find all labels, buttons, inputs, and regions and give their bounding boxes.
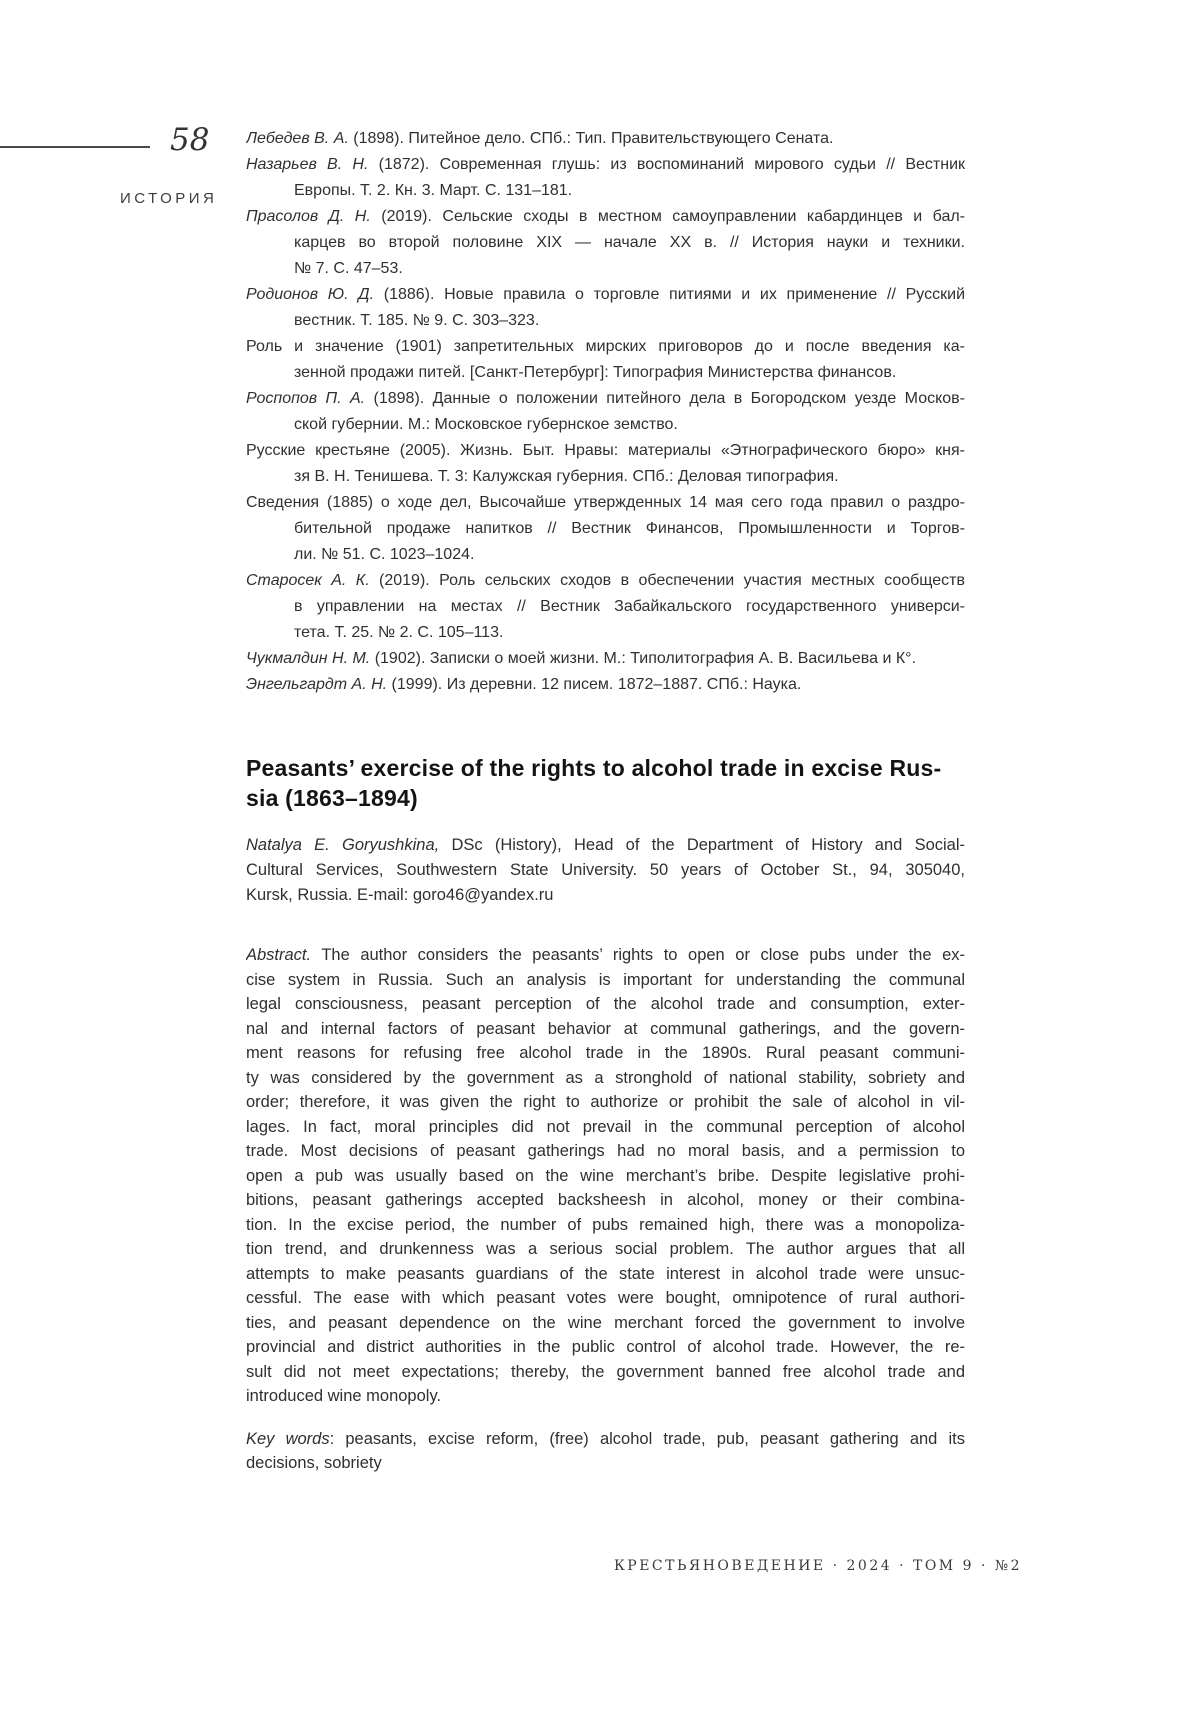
reference-author: Энгельгардт А. Н. <box>246 676 388 693</box>
reference-line: бительной продаже напитков // Вестник Финансов, Промышленности и Торгов- <box>294 520 965 537</box>
reference-line <box>246 672 965 698</box>
article-title <box>246 753 965 813</box>
keywords-label: Key words <box>246 1429 330 1448</box>
main-column <box>246 126 965 1476</box>
author-line: Kursk, Russia. E-mail: goro46@yandex.ru <box>246 886 554 904</box>
reference-line: Европы. Т. 2. Кн. 3. Март. С. 131–181. <box>294 182 573 199</box>
reference-author: Лебедев В. А. <box>246 130 349 147</box>
abstract-line: ty was considered by the government as a stronghold of national stability, sobriety and <box>246 1068 965 1087</box>
journal-footer: КРЕСТЬЯНОВЕДЕНИЕ · 2024 · ТОМ 9 · №2 <box>613 1558 1022 1574</box>
reference-item <box>246 126 965 152</box>
reference-item <box>246 438 965 490</box>
reference-author: Роспопов П. А. <box>246 390 366 407</box>
reference-line <box>246 438 965 464</box>
reference-author: Прасолов Д. Н. <box>246 208 371 225</box>
abstract-line: lages. In fact, moral principles did not prevail in the communal perception of alcohol <box>246 1117 965 1136</box>
reference-line <box>246 490 965 516</box>
reference-author: Чукмалдин Н. М. <box>246 650 371 667</box>
abstract-line: legal consciousness, peasant perception of the alcohol trade and consumption, exter- <box>246 995 965 1013</box>
abstract-line: attempts to make peasants guardians of the state interest in alcohol trade were unsuc- <box>246 1264 965 1283</box>
abstract-line <box>246 943 965 968</box>
abstract-line: cise system in Russia. Such an analysis is important for understanding the communal <box>246 970 965 989</box>
keywords-line: decisions, sobriety <box>246 1454 382 1472</box>
article-title-line: Peasants’ exercise of the rights to alcohol trade in excise Rus- <box>246 755 942 781</box>
reference-item <box>246 334 965 386</box>
abstract-line: ment reasons for refusing free alcohol trade in the 1890s. Rural peasant communi- <box>246 1044 965 1062</box>
reference-text: Роль и значение (1901) запретительных мирских приговоров до и после введения ка- <box>246 338 965 355</box>
abstract-line: sult did not meet expectations; thereby, the government banned free alcohol trade and <box>246 1362 965 1381</box>
margin-rule <box>0 146 150 148</box>
reference-line <box>246 282 965 308</box>
abstract-line: bitions, peasant gatherings accepted backsheesh in alcohol, money or their combina- <box>246 1191 965 1209</box>
reference-item <box>246 490 965 568</box>
reference-text: (1872). Современная глушь: из воспоминаний мирового судьи // Вестник <box>368 156 965 173</box>
author-line: Cultural Services, Southwestern State University. 50 years of October St., 94, 305040, <box>246 861 965 879</box>
reference-line: тета. Т. 25. № 2. С. 105–113. <box>294 624 504 641</box>
abstract-line: cessful. The ease with which peasant votes were bought, omnipotence of rural authori- <box>246 1289 965 1307</box>
reference-text: (1886). Новые правила о торговле питиями и их применение // Русский <box>374 286 965 303</box>
reference-text: Сведения (1885) о ходе дел, Высочайше утвержденных 14 мая сего года правил о раздро- <box>246 494 965 511</box>
keywords <box>246 1427 965 1476</box>
author-affiliation <box>246 833 965 908</box>
abstract-text: The author considers the peasants’ rights to open or close pubs under the ex- <box>311 946 965 964</box>
abstract-line: tion trend, and drunkenness was a serious social problem. The author argues that all <box>246 1240 965 1258</box>
reference-line: в управлении на местах // Вестник Забайкальского государственного универси- <box>294 598 965 615</box>
reference-line: зенной продажи питей. [Санкт-Петербург]: Типография Министерства финансов. <box>294 364 897 381</box>
abstract <box>246 943 965 1409</box>
reference-text: (1898). Данные о положении питейного дела в Богородском уезде Москов- <box>365 390 965 407</box>
references-list <box>246 126 965 698</box>
reference-line <box>246 204 965 230</box>
abstract-line: ties, and peasant dependence on the wine merchant forced the government to involve <box>246 1313 965 1332</box>
reference-item <box>246 568 965 646</box>
reference-item <box>246 646 965 672</box>
reference-line: зя В. Н. Тенишева. Т. 3: Калужская губерния. СПб.: Деловая типография. <box>294 468 839 485</box>
reference-author: Старосек А. К. <box>246 572 370 589</box>
keywords-text: : peasants, excise reform, (free) alcohol trade, pub, peasant gathering and its <box>329 1429 965 1448</box>
keywords-line <box>246 1427 965 1452</box>
reference-text: Русские крестьяне (2005). Жизнь. Быт. Нравы: материалы «Этнографического бюро» кня- <box>246 442 965 459</box>
reference-author: Назарьев В. Н. <box>246 156 369 173</box>
reference-line <box>246 152 965 178</box>
reference-item <box>246 672 965 698</box>
section-label: ИСТОРИЯ <box>120 190 218 207</box>
author-info: DSc (History), Head of the Department of History and Social- <box>439 836 965 854</box>
reference-line <box>246 386 965 412</box>
reference-text: (1999). Из деревни. 12 писем. 1872–1887. СПб.: Наука. <box>387 676 802 693</box>
reference-line: ли. № 51. С. 1023–1024. <box>294 546 475 563</box>
reference-text: (1898). Питейное дело. СПб.: Тип. Правительствующего Сената. <box>348 130 834 147</box>
reference-line <box>246 568 965 594</box>
reference-item <box>246 204 965 282</box>
reference-text: (2019). Сельские сходы в местном самоуправлении кабардинцев и бал- <box>370 208 965 225</box>
reference-text: (1902). Записки о моей жизни. М.: Типолитография А. В. Васильева и К°. <box>370 650 917 667</box>
abstract-line: trade. Most decisions of peasant gatherings had no moral basis, and a permission to <box>246 1142 965 1160</box>
reference-text: (2019). Роль сельских сходов в обеспечении участия местных сообществ <box>369 572 965 589</box>
abstract-line: open a pub was usually based on the wine merchant’s bribe. Despite legislative prohi- <box>246 1166 965 1185</box>
reference-line <box>246 646 965 672</box>
author-name: Natalya E. Goryushkina, <box>246 836 440 854</box>
article-title-line: sia (1863–1894) <box>246 785 418 811</box>
abstract-line: nal and internal factors of peasant behavior at communal gatherings, and the govern- <box>246 1019 965 1038</box>
reference-line: № 7. С. 47–53. <box>294 260 403 277</box>
abstract-line: introduced wine monopoly. <box>246 1387 442 1405</box>
reference-line: карцев во второй половине XIX — начале XX в. // История науки и техники. <box>294 234 965 251</box>
reference-line <box>246 334 965 360</box>
abstract-label: Abstract. <box>246 946 312 964</box>
author-line <box>246 833 965 858</box>
reference-line: вестник. Т. 185. № 9. С. 303–323. <box>294 312 540 329</box>
reference-line: ской губернии. М.: Московское губернское земство. <box>294 416 678 433</box>
reference-item <box>246 386 965 438</box>
abstract-line: provincial and district authorities in the public control of alcohol trade. However, the re- <box>246 1338 965 1356</box>
reference-author: Родионов Ю. Д. <box>246 286 375 303</box>
reference-item <box>246 152 965 204</box>
page-number: 58 <box>170 122 210 158</box>
abstract-line: order; therefore, it was given the right to authorize or prohibit the sale of alcohol in vil- <box>246 1093 965 1111</box>
abstract-line: tion. In the excise period, the number of pubs remained high, there was a monopoliza- <box>246 1215 965 1234</box>
reference-item <box>246 282 965 334</box>
reference-line <box>246 126 965 152</box>
